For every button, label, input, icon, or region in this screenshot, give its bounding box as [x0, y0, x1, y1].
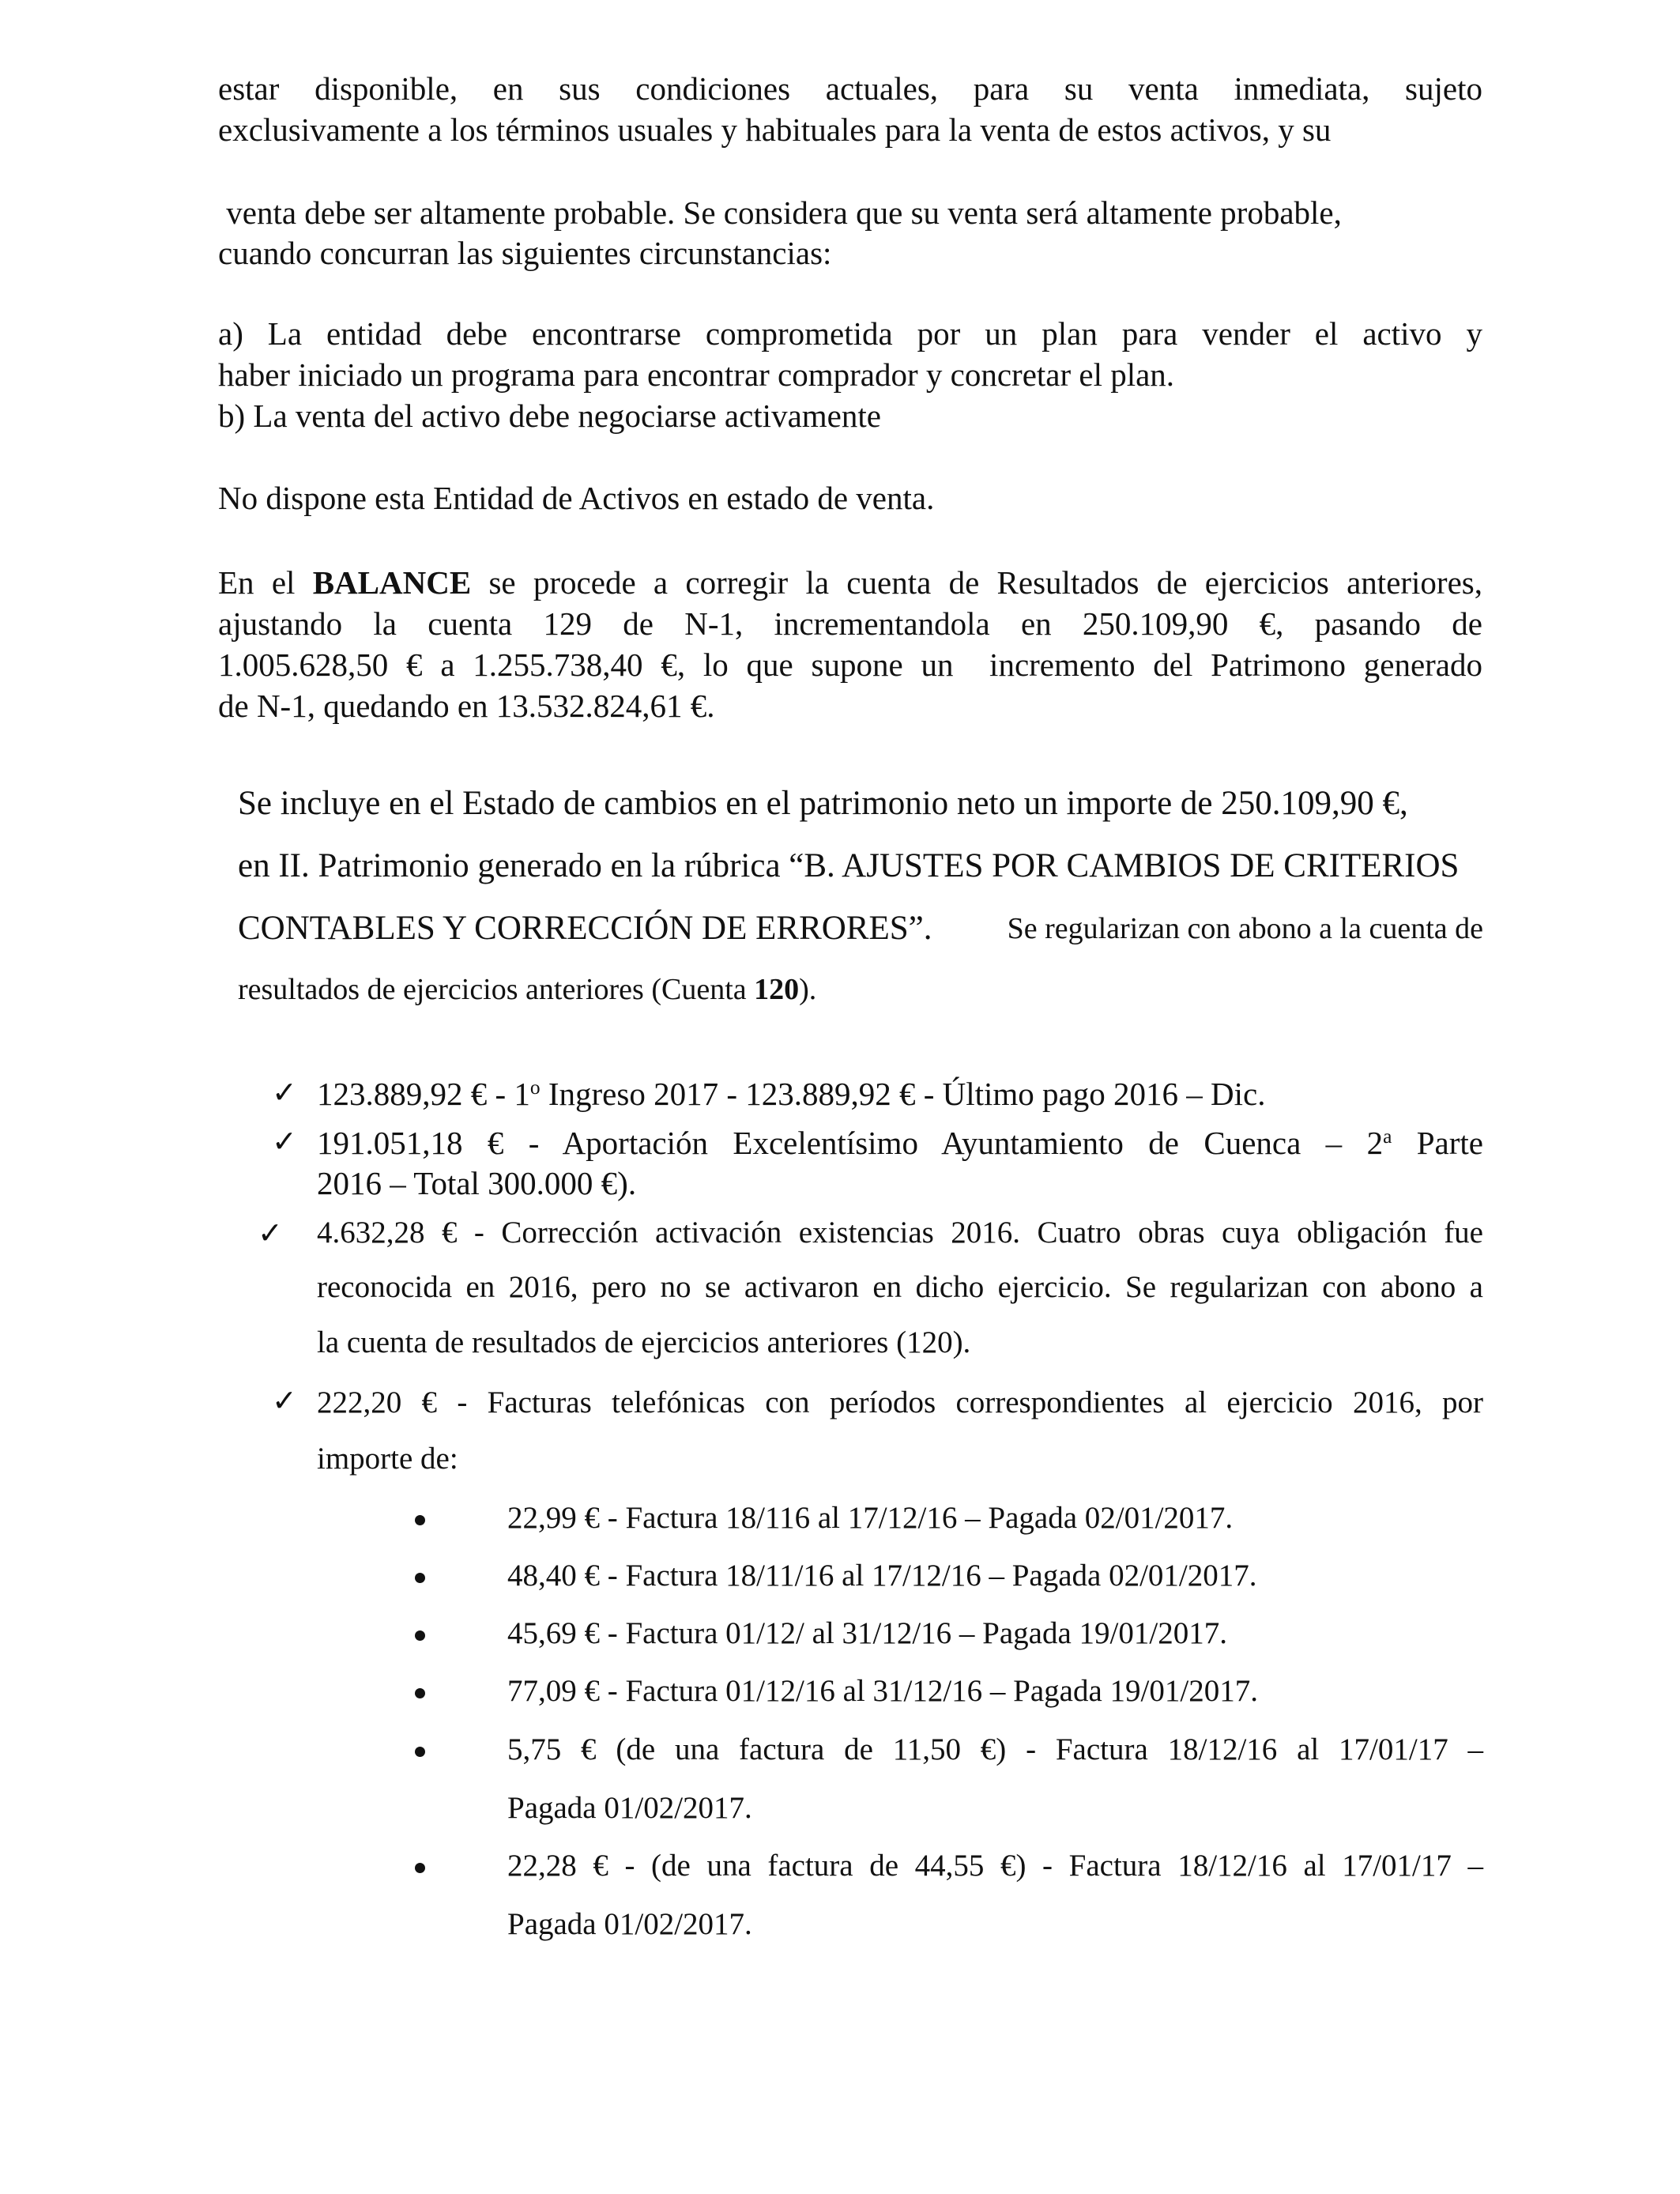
- paragraph-6-line-4-post: ).: [799, 973, 817, 1006]
- paragraph-6-line-1: Se incluye en el Estado de cambios en el patrimonio neto un importe de 250.109,90 €,: [238, 785, 1408, 822]
- paragraph-3-line-3: b) La venta del activo debe negociarse activamente: [218, 398, 881, 434]
- paragraph-5-line-2: ajustando la cuenta 129 de N-1, incrementandola en 250.109,90 €, pasando de: [218, 605, 1482, 642]
- bullet-icon: [415, 1515, 425, 1525]
- bullet-icon: [415, 1630, 425, 1641]
- checkmark-icon: ✓: [258, 1216, 283, 1250]
- bullet-icon: [415, 1863, 425, 1873]
- paragraph-2-line-1: venta debe ser altamente probable. Se considera que su venta será altamente probable,: [218, 194, 1342, 231]
- checklist-item-2-line-2: 2016 – Total 300.000 €).: [317, 1165, 637, 1201]
- bullet-icon: [415, 1747, 425, 1757]
- paragraph-4-line-1: No dispone esta Entidad de Activos en estado de venta.: [218, 480, 935, 516]
- paragraph-6-line-2: en II. Patrimonio generado en la rúbrica “B. AJUSTES POR CAMBIOS DE CRITERIOS: [238, 847, 1460, 884]
- checkmark-icon: ✓: [272, 1383, 297, 1418]
- bullet-icon: [415, 1573, 425, 1583]
- checklist-item-3-line-1: 4.632,28 € - Corrección activación existencias 2016. Cuatro obras cuya obligación fue: [317, 1216, 1483, 1250]
- paragraph-3-line-2: haber iniciado un programa para encontrar comprador y concretar el plan.: [218, 356, 1175, 393]
- checklist-item-3-line-3: la cuenta de resultados de ejercicios anteriores (120).: [317, 1325, 971, 1359]
- checklist-item-1-post: Ingreso 2017 - 123.889,92 € - Último pago 2016 – Dic.: [540, 1076, 1266, 1112]
- checklist-item-2-post: Parte: [1392, 1125, 1483, 1161]
- account-number: 120: [754, 973, 800, 1006]
- checkmark-icon: ✓: [272, 1075, 297, 1110]
- paragraph-5-text-post: se procede a corregir la cuenta de Resultados de ejercicios anteriores,: [471, 564, 1482, 601]
- paragraph-2-line-2: cuando concurran las siguientes circunstancias:: [218, 235, 832, 271]
- checklist-item-4-line-2: importe de:: [317, 1442, 458, 1476]
- paragraph-5-line-4: de N-1, quedando en 13.532.824,61 €.: [218, 688, 715, 724]
- invoice-item-2: 48,40 € - Factura 18/11/16 al 17/12/16 – Pagada 02/01/2017.: [507, 1559, 1257, 1593]
- invoice-item-5-line-2: Pagada 01/02/2017.: [507, 1791, 752, 1825]
- paragraph-6-line-4-pre: resultados de ejercicios anteriores (Cuenta: [238, 973, 755, 1006]
- rubric-title-end: CONTABLES Y CORRECCIÓN DE ERRORES”.: [238, 910, 932, 947]
- paragraph-3-line-1: a) La entidad debe encontrarse comprometida por un plan para vender el activo y: [218, 315, 1482, 352]
- paragraph-1-line-2: exclusivamente a los términos usuales y habituales para la venta de estos activos, y su: [218, 111, 1332, 148]
- invoice-item-1: 22,99 € - Factura 18/116 al 17/12/16 – Pagada 02/01/2017.: [507, 1501, 1234, 1535]
- checklist-item-2-pre: 191.051,18 € - Aportación Excelentísimo Ayuntamiento de Cuenca – 2: [317, 1125, 1384, 1161]
- invoice-item-5-line-1: 5,75 € (de una factura de 11,50 €) - Factura 18/12/16 al 17/01/17 –: [507, 1732, 1483, 1766]
- paragraph-6-line-4: [238, 974, 816, 1005]
- invoice-item-4: 77,09 € - Factura 01/12/16 al 31/12/16 – Pagada 19/01/2017.: [507, 1674, 1258, 1708]
- paragraph-6-line-3: [238, 911, 1483, 945]
- checklist-item-2-line-1: [317, 1127, 1483, 1159]
- checkmark-icon: ✓: [272, 1124, 297, 1159]
- bullet-icon: [415, 1688, 425, 1698]
- balance-term: BALANCE: [312, 564, 472, 601]
- paragraph-1-line-1: estar disponible, en sus condiciones actuales, para su venta inmediata, sujeto: [218, 70, 1482, 107]
- checklist-item-4-line-1: 222,20 € - Facturas telefónicas con períodos correspondientes al ejercicio 2016, por: [317, 1385, 1483, 1419]
- checklist-item-3-line-2: reconocida en 2016, pero no se activaron en dicho ejercicio. Se regularizan con abono a: [317, 1270, 1483, 1304]
- paragraph-6-line-3-tail: Se regularizan con abono a la cuenta de: [1000, 912, 1483, 945]
- invoice-item-6-line-2: Pagada 01/02/2017.: [507, 1907, 752, 1941]
- paragraph-5-text-pre: En el: [218, 564, 313, 601]
- paragraph-5-line-1: [218, 564, 1482, 601]
- invoice-item-6-line-1: 22,28 € - (de una factura de 44,55 €) - Factura 18/12/16 al 17/01/17 –: [507, 1849, 1483, 1883]
- ordinal-superscript: o: [529, 1076, 541, 1099]
- checklist-item-1-pre: 123.889,92 € - 1: [317, 1076, 530, 1112]
- checklist-item-1: [317, 1078, 1265, 1110]
- invoice-item-3: 45,69 € - Factura 01/12/ al 31/12/16 – Pagada 19/01/2017.: [507, 1616, 1227, 1650]
- paragraph-5-line-3: 1.005.628,50 € a 1.255.738,40 €, lo que supone un incremento del Patrimono generado: [218, 647, 1482, 683]
- ordinal-superscript: a: [1383, 1125, 1392, 1148]
